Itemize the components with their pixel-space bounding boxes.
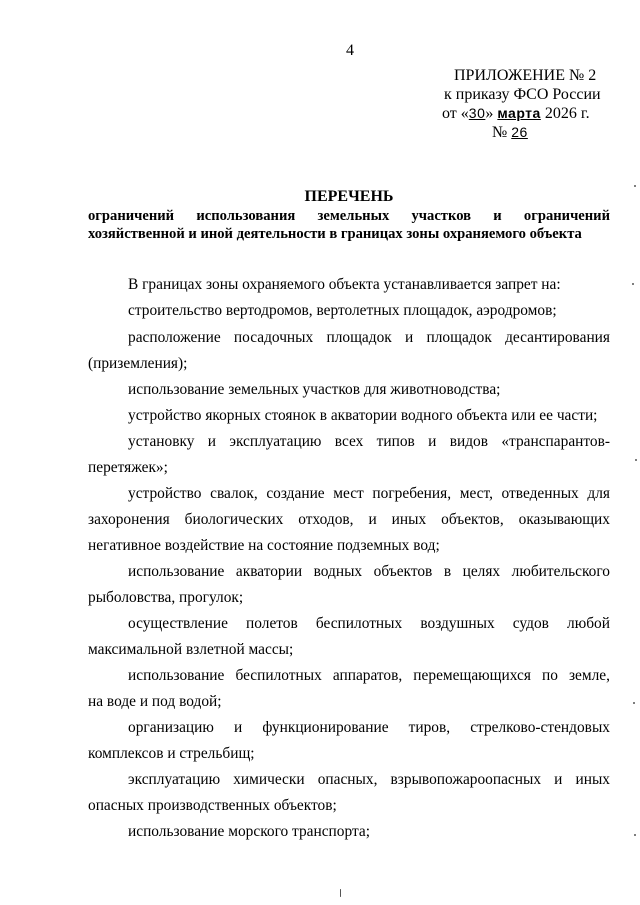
appendix-number [492, 123, 547, 142]
list-item-continuation: на воде и под водой; [88, 693, 222, 710]
date-prefix: от « [442, 105, 469, 122]
scan-speck [633, 702, 635, 704]
document-subtitle: ограничений использования земельных участков и ограничений хозяйственной и иной деятельности в границах зоны охраняемого объекта [88, 208, 610, 242]
list-item-continuation: максимальной взлетной массы; [88, 641, 294, 658]
number-prefix: № [492, 124, 512, 141]
number-value: 26 [511, 124, 528, 140]
document-title: ПЕРЕЧЕНЬ [304, 188, 394, 205]
list-item: организацию и функционирование тиров, стрелково-стендовых [128, 719, 610, 736]
appendix-order-ref: к приказу ФСО России [444, 86, 601, 103]
scan-speck [634, 185, 636, 187]
list-item: строительство вертодромов, вертолетных площадок, аэродромов; [128, 302, 557, 319]
appendix-date [442, 104, 590, 123]
page-number: 4 [346, 42, 354, 59]
date-month: марта [497, 105, 541, 121]
appendix-title: ПРИЛОЖЕНИЕ № 2 [454, 67, 597, 84]
scan-speck [635, 459, 637, 461]
scan-speck [632, 283, 634, 285]
date-mid: » [485, 105, 498, 122]
list-item: использование морского транспорта; [128, 823, 371, 840]
list-item: расположение посадочных площадок и площадок десантирования [128, 329, 610, 346]
list-item: устройство свалок, создание мест погребения, мест, отведенных для [128, 485, 610, 502]
list-item-continuation: комплексов и стрельбищ; [88, 745, 255, 762]
list-item: устройство якорных стоянок в акватории водного объекта или ее части; [128, 407, 598, 424]
list-item: эксплуатацию химически опасных, взрывопожароопасных и иных [128, 771, 610, 788]
list-item: использование земельных участков для животноводства; [128, 381, 501, 398]
intro-text: В границах зоны охраняемого объекта устанавливается запрет на: [128, 276, 561, 293]
list-item-continuation: негативное воздействие на состояние подземных вод; [88, 537, 440, 554]
scan-speck [634, 834, 636, 836]
list-item-continuation: перетяжек»; [88, 459, 168, 476]
scan-speck [340, 889, 341, 897]
list-item: осуществление полетов беспилотных воздушных судов любой [128, 615, 610, 632]
list-item-continuation: рыболовства, прогулок; [88, 589, 244, 606]
list-item-continuation: (приземления); [88, 355, 188, 372]
date-year: 2026 г. [540, 105, 590, 122]
list-item: использование беспилотных аппаратов, перемещающихся по земле, [128, 667, 610, 684]
list-item-continuation: опасных производственных объектов; [88, 797, 337, 814]
list-item-continuation: захоронения биологических отходов, и иных объектов, оказывающих [88, 511, 610, 528]
date-day: 30 [468, 105, 486, 121]
list-item: использование акватории водных объектов в целях любительского [128, 563, 610, 580]
list-item: установку и эксплуатацию всех типов и видов «транспарантов- [128, 433, 610, 450]
